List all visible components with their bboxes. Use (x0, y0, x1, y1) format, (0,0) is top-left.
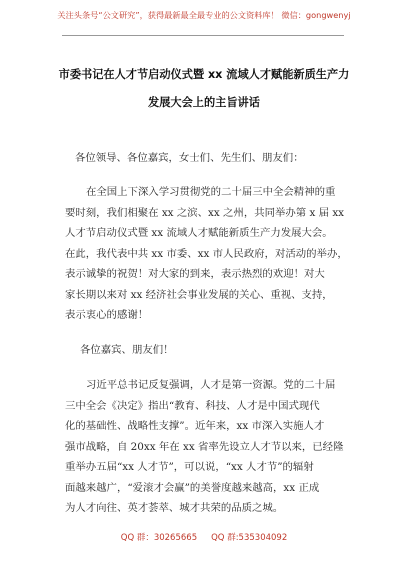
document-title-line-1: 市委书记在人才节启动仪式暨 xx 流域人才赋能新质生产力 (58, 68, 350, 81)
paragraph-salutation (65, 148, 355, 169)
paragraph-line: 强市战略，自 20xx 年在 xx 省率先设立人才节以来，已经隆 (65, 440, 344, 453)
paragraph-line: 在全国上下深入学习贯彻党的二十届三中全会精神的重 (86, 186, 336, 198)
paragraph-opening (65, 182, 355, 326)
paragraph-line: 人才节启动仪式暨 xx 流域人才赋能新质生产力发展大会。 (65, 227, 333, 239)
paragraph-line: 习近平总书记反复强调，人才是第一资源。党的二十届 (86, 379, 336, 391)
paragraph-salutation-2 (65, 340, 355, 361)
footer-contact (0, 531, 408, 543)
document-title-line-2: 发展大会上的主旨讲话 (148, 96, 260, 109)
paragraph-line: 在此，我代表中共 xx 市委、xx 市人民政府，对活动的举办， (65, 247, 348, 260)
header-banner: 关注头条号“公文研究”，获得最新最全最专业的公文资料库！ 微信：gongwenyj (57, 10, 351, 20)
header-divider (62, 35, 344, 36)
paragraph-line: 家长期以来对 xx 经济社会事业发展的关心、重视、支持， (65, 288, 333, 301)
paragraph-talent (65, 375, 355, 519)
paragraph-line: 各位领导、各位嘉宾，女士们、先生们、朋友们： (75, 152, 304, 164)
paragraph-line: 三中全会《决定》指出“教育、科技、人才是中国式现代 (65, 399, 320, 412)
footer-qq-group-1: QQ 群：30265665 (120, 533, 198, 543)
paragraph-line: 要时刻，我们相聚在 xx 之滨、xx 之州，共同举办第 x 届 xx (65, 206, 345, 219)
footer-qq-group-2: QQ 群:535304092 (211, 533, 288, 543)
paragraph-line: 表示诚挚的祝贺！对大家的到来，表示热烈的欢迎！对大 (65, 268, 325, 280)
paragraph-line: 表示衷心的感谢！ (65, 309, 149, 321)
paragraph-line: 面越来越广，“爱滚才会赢”的美誉度越来越高，xx 正成 (65, 481, 320, 494)
paragraph-line: 各位嘉宾、朋友们！ (80, 344, 174, 356)
paragraph-line: 重举办五届“xx 人才节”，可以说，“xx 人才节”的辐射 (65, 461, 314, 473)
paragraph-line: 为人才向往、英才荟萃、城才共荣的品质之城。 (65, 502, 284, 514)
paragraph-line: 化的基础性、战略性支撑”。近年来，xx 市深入实施人才 (65, 420, 325, 432)
